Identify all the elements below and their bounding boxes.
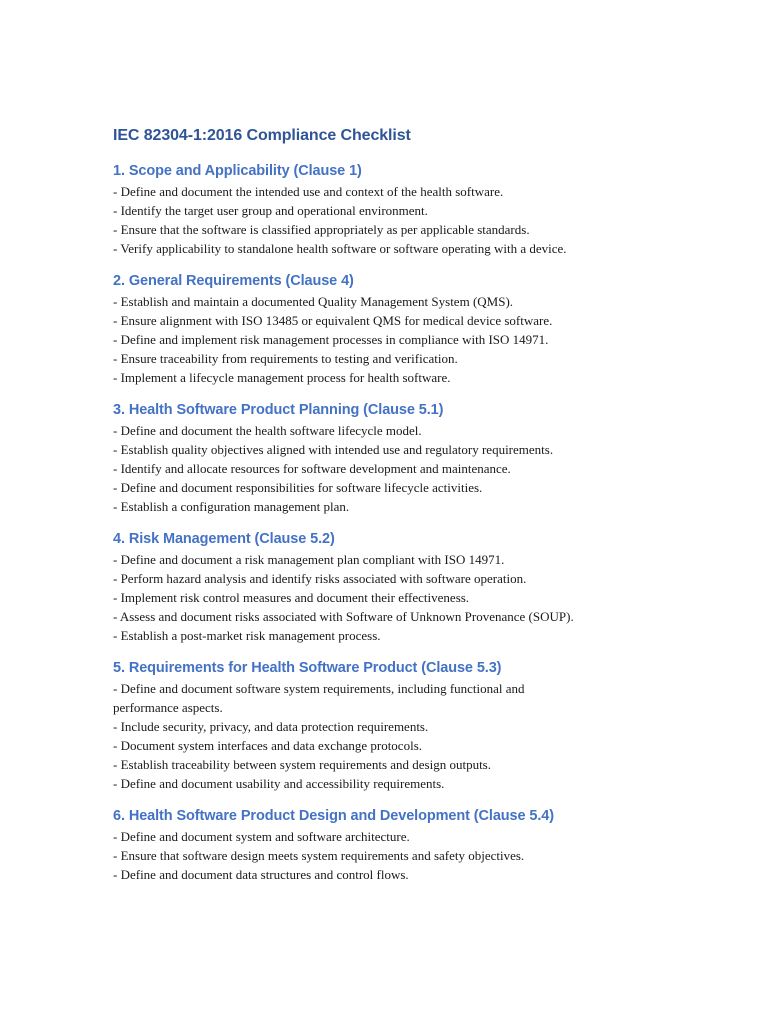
checklist-item: - Define and document usability and accessibility requirements. [113,776,445,791]
section-heading: 5. Requirements for Health Software Product (Clause 5.3) [113,660,502,676]
checklist-item: - Implement a lifecycle management process for health software. [113,370,451,385]
section-heading: 1. Scope and Applicability (Clause 1) [113,163,362,179]
checklist-section [113,528,753,645]
checklist-section [113,805,753,884]
checklist-item: - Implement risk control measures and document their effectiveness. [113,590,470,605]
checklist-items [113,550,753,645]
checklist-item: - Ensure that software design meets system requirements and safety objectives. [113,848,525,863]
checklist-item: - Establish quality objectives aligned with intended use and regulatory requirements. [113,442,554,457]
checklist-item: - Define and document the intended use and context of the health software. [113,184,504,199]
checklist-item: - Include security, privacy, and data protection requirements. [113,719,429,734]
checklist-items [113,292,753,387]
checklist-item: - Ensure alignment with ISO 13485 or equivalent QMS for medical device software. [113,313,553,328]
checklist-item: - Verify applicability to standalone health software or software operating with a device. [113,241,567,256]
checklist-item: - Define and document responsibilities for software lifecycle activities. [113,480,483,495]
checklist-section [113,160,753,258]
checklist-item: - Establish a post-market risk management process. [113,628,381,643]
checklist-item: - Perform hazard analysis and identify risks associated with software operation. [113,571,527,586]
sections-container [113,160,753,884]
checklist-item: - Assess and document risks associated with Software of Unknown Provenance (SOUP). [113,609,574,624]
checklist-item: - Define and implement risk management processes in compliance with ISO 14971. [113,332,549,347]
checklist-items [113,827,753,884]
checklist-item: - Define and document data structures and control flows. [113,867,409,882]
checklist-item: - Define and document system and software architecture. [113,829,410,844]
document-title: IEC 82304-1:2016 Compliance Checklist [113,127,411,144]
checklist-item: - Define and document a risk management plan compliant with ISO 14971. [113,552,505,567]
checklist-item: - Establish traceability between system requirements and design outputs. [113,757,491,772]
checklist-item: - Identify the target user group and operational environment. [113,203,428,218]
checklist-item: - Ensure that the software is classified appropriately as per applicable standards. [113,222,530,237]
checklist-items [113,421,753,516]
checklist-section [113,657,753,793]
checklist-items [113,679,753,793]
checklist-item: - Establish a configuration management plan. [113,499,350,514]
checklist-item: - Define and document software system requirements, including functional and performance aspects. [113,681,525,715]
section-heading: 3. Health Software Product Planning (Clause 5.1) [113,402,444,418]
checklist-item: - Define and document the health software lifecycle model. [113,423,422,438]
checklist-item: - Ensure traceability from requirements to testing and verification. [113,351,458,366]
checklist-section [113,399,753,516]
checklist-section [113,270,753,387]
section-heading: 6. Health Software Product Design and Development (Clause 5.4) [113,808,554,824]
section-heading: 2. General Requirements (Clause 4) [113,273,354,289]
checklist-item: - Document system interfaces and data exchange protocols. [113,738,422,753]
section-heading: 4. Risk Management (Clause 5.2) [113,531,335,547]
document-content [113,124,753,884]
checklist-item: - Identify and allocate resources for software development and maintenance. [113,461,511,476]
checklist-item: - Establish and maintain a documented Quality Management System (QMS). [113,294,514,309]
checklist-items [113,182,753,258]
